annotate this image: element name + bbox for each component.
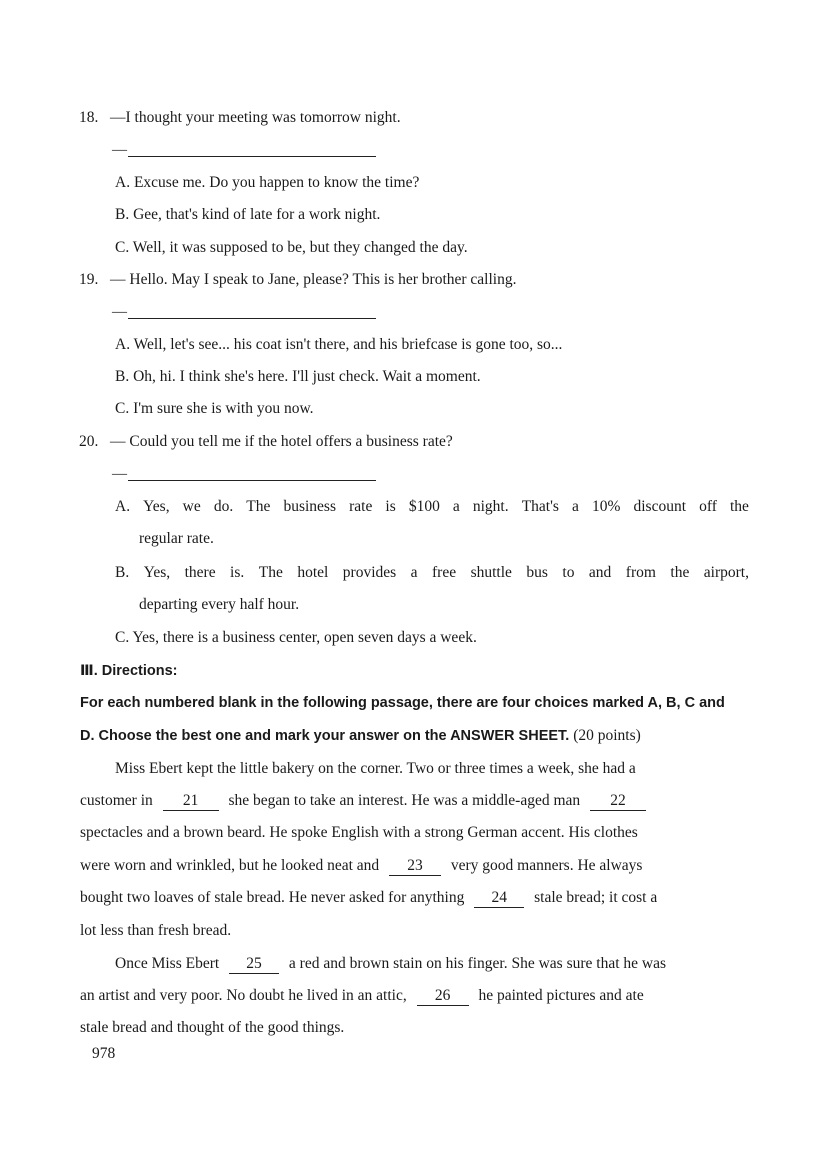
option-text: C. I'm sure she is with you now. <box>115 400 314 417</box>
word: rate <box>349 498 373 515</box>
question-prompt: —I thought your meeting was tomorrow night. <box>110 109 401 126</box>
answer-blank-19 <box>112 304 377 318</box>
blank-22[interactable]: 22 <box>590 792 646 811</box>
option-text: A. Excuse me. Do you happen to know the time? <box>115 174 420 191</box>
word: A. <box>115 498 131 515</box>
word: is <box>385 498 396 515</box>
passage-text: were worn and wrinkled, but he looked neat and <box>80 857 380 874</box>
question-number: 19. <box>79 271 99 288</box>
option-text: B. Oh, hi. I think she's here. I'll just check. Wait a moment. <box>115 368 481 385</box>
passage-text: Miss Ebert kept the little bakery on the corner. Two or three times a week, she had a <box>115 760 636 777</box>
word: off <box>699 498 717 515</box>
page-number: 978 <box>92 1045 116 1062</box>
blank-24[interactable]: 24 <box>474 889 524 908</box>
word: B. <box>115 564 130 581</box>
question-prompt: — Hello. May I speak to Jane, please? This is her brother calling. <box>110 271 517 288</box>
answer-rule <box>128 318 376 319</box>
passage-text: spectacles and a brown beard. He spoke English with a strong German accent. His clothes <box>80 824 638 841</box>
directions-text: D. Choose the best one and mark your answer on the ANSWER SHEET. <box>80 728 570 744</box>
option-text-line2: regular rate. <box>139 530 214 547</box>
answer-blank-20 <box>112 466 377 480</box>
word: Yes, <box>143 564 171 581</box>
passage-text: very good manners. He always <box>450 857 643 874</box>
blank-25[interactable]: 25 <box>229 955 279 974</box>
word: is. <box>230 564 245 581</box>
word: The <box>258 564 283 581</box>
option-text-line1 <box>115 563 749 583</box>
word: discount <box>633 498 687 515</box>
option-text: B. Gee, that's kind of late for a work night. <box>115 206 381 223</box>
word: business <box>283 498 337 515</box>
passage-text: stale bread and thought of the good things. <box>80 1019 345 1036</box>
word: do. <box>213 498 234 515</box>
blank-21[interactable]: 21 <box>163 792 219 811</box>
word: free <box>432 564 457 581</box>
blank-23[interactable]: 23 <box>389 857 441 876</box>
word: a <box>572 498 579 515</box>
passage-text: she began to take an interest. He was a middle-aged man <box>228 792 581 809</box>
option-text-line1 <box>115 497 749 517</box>
word: shuttle <box>470 564 512 581</box>
question-number: 20. <box>79 433 99 450</box>
blank-26[interactable]: 26 <box>417 987 469 1006</box>
word: provides <box>342 564 397 581</box>
word: and <box>588 564 612 581</box>
passage-text: stale bread; it cost a <box>534 889 658 906</box>
question-prompt: — Could you tell me if the hotel offers a business rate? <box>110 433 453 450</box>
directions-text: For each numbered blank in the following passage, there are four choices marked A, B, C and <box>80 695 725 711</box>
word: The <box>246 498 271 515</box>
answer-dash: — <box>112 304 127 320</box>
answer-blank-18 <box>112 142 377 156</box>
word: airport, <box>703 564 749 581</box>
word: a <box>452 498 460 515</box>
word: to <box>562 564 575 581</box>
word: the <box>729 498 749 515</box>
passage-text: lot less than fresh bread. <box>80 922 232 939</box>
section-title: Ⅲ. Directions: <box>80 663 178 679</box>
word: Yes, <box>143 498 170 515</box>
word: hotel <box>297 564 329 581</box>
word: there <box>184 564 216 581</box>
answer-dash: — <box>112 466 127 482</box>
passage-text: a red and brown stain on his finger. She was sure that he was <box>288 955 667 972</box>
word: a <box>410 564 418 581</box>
passage-text: customer in <box>80 792 153 809</box>
option-text-line2: departing every half hour. <box>139 596 300 613</box>
answer-rule <box>128 480 376 481</box>
passage-text: bought two loaves of stale bread. He never asked for anything <box>80 889 465 906</box>
option-text: C. Well, it was supposed to be, but they changed the day. <box>115 239 468 256</box>
word: the <box>670 564 690 581</box>
answer-rule <box>128 156 376 157</box>
word: $100 <box>408 498 440 515</box>
passage-text: he painted pictures and ate <box>478 987 644 1004</box>
word: 10% <box>591 498 621 515</box>
word: night. <box>472 498 509 515</box>
question-number: 18. <box>79 109 99 126</box>
passage-text: an artist and very poor. No doubt he lived in an attic, <box>80 987 407 1004</box>
word: we <box>182 498 201 515</box>
word: That's <box>521 498 559 515</box>
option-text: A. Well, let's see... his coat isn't there, and his briefcase is gone too, so... <box>115 336 563 353</box>
word: from <box>625 564 656 581</box>
answer-dash: — <box>112 142 127 158</box>
option-text: C. Yes, there is a business center, open seven days a week. <box>115 629 477 646</box>
passage-text: Once Miss Ebert <box>115 955 220 972</box>
word: bus <box>526 564 548 581</box>
points-note: (20 points) <box>569 727 641 744</box>
